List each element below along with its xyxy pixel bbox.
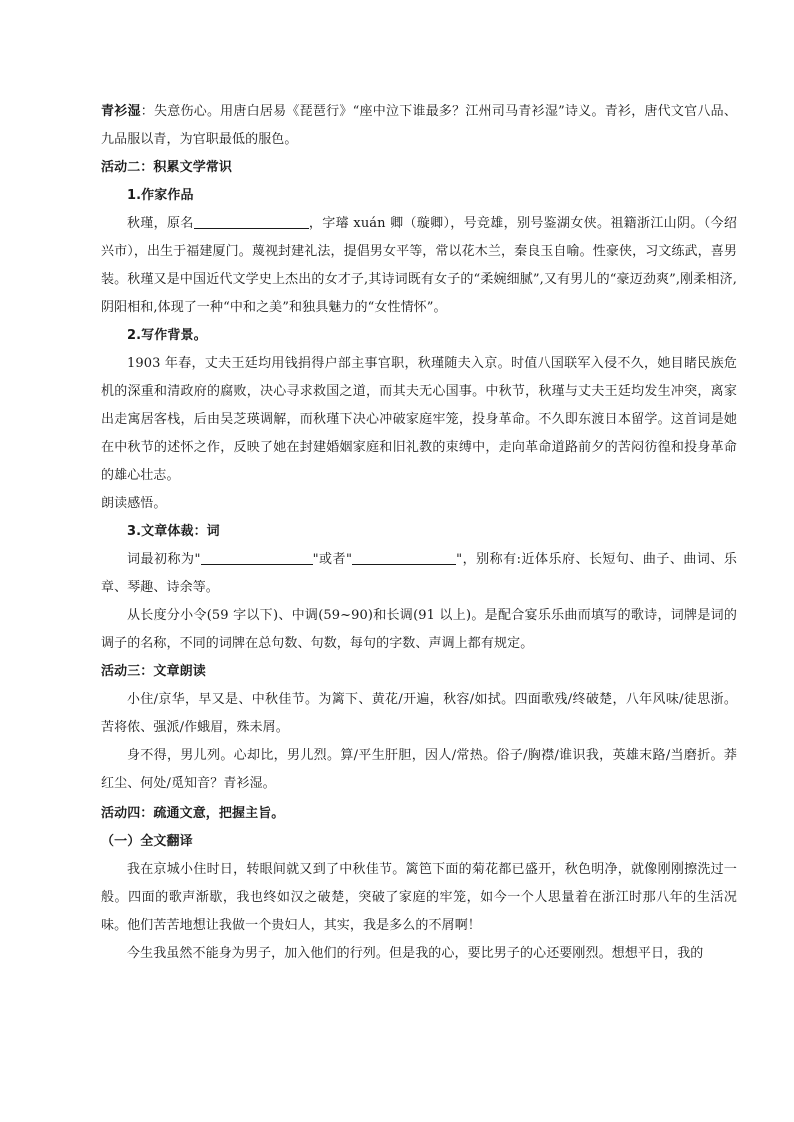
- s1-text-after: ，字璿 xuán 卿（璇卿），号竞雄，别号鉴湖女侠。祖籍浙江山阴。（今绍兴市），出生于福建厦门。蔑视封建礼法，提倡男女平等，常以花木兰，秦良玉自喻。性豪侠，习文练武，喜男装。秋瑾又是中国近代文学史上杰出的女才子,其诗词既有女子的“柔婉细腻”,又有男儿的“豪迈劲爽”,刚柔相济,阴阳相和,体现了一种“中和之美”和独具魅力的“女性情怀”。: [101, 216, 737, 315]
- translation-paragraph-1: 我在京城小住时日，转眼间就又到了中秋佳节。篱笆下面的菊花都已盛开，秋色明净，就像刚刚擦洗过一般。四面的歌声渐歇，我也终如汉之破楚，突破了家庭的牢笼，如今一个人思量着在浙江时那八年的生活况味。他们苦苦地想让我做一个贵妇人，其实，我是多么的不屑啊！: [101, 862, 737, 933]
- translation-paragraph-2: 今生我虽然不能身为男子，加入他们的行列。但是我的心，要比男子的心还要刚烈。想想平日，我的: [127, 946, 704, 961]
- s2-heading: 2.写作背景。: [127, 328, 207, 343]
- s3-text-b: "或者": [312, 552, 353, 567]
- poem-stanza-1: 小住/京华，早又是、中秋佳节。为篱下、黄花/开遍，秋容/如拭。四面歌残/终破楚，八年风味/徒思浙。苦将侬、强派/作蛾眉，殊未屑。: [101, 692, 737, 735]
- fill-blank-ci-name-1[interactable]: [201, 550, 313, 565]
- s1-text-before: 秋瑾，原名: [127, 216, 194, 231]
- page-content: [101, 98, 737, 968]
- intro-text: ：失意伤心。用唐白居易《琵琶行》“座中泣下谁最多？江州司马青衫湿”诗义。青衫，唐代文官八品、九品服以青，为官职最低的服色。: [101, 104, 737, 147]
- s3-text-c: "，别称有:近体乐府、长短句、曲子、曲词、乐章、琴趣、诗余等。: [101, 552, 738, 595]
- s3-paragraph-1: [101, 546, 737, 602]
- activity4-heading: 活动四：疏通文意，把握主旨。: [101, 806, 285, 821]
- s3-heading: 3.文章体裁：词: [127, 524, 220, 539]
- activity3-heading: 活动三：文章朗读: [101, 664, 206, 679]
- fill-blank-ci-name-2[interactable]: [352, 550, 456, 565]
- s1-heading: 1.作家作品: [127, 188, 194, 203]
- poem-stanza-2: 身不得，男儿列。心却比，男儿烈。算/平生肝胆，因人/常热。俗子/胸襟/谁识我，英雄末路/当磨折。莽红尘、何处/觅知音？青衫湿。: [101, 748, 737, 791]
- read-note: 朗读感悟。: [101, 496, 167, 511]
- s3-text-a: 词最初称为": [127, 552, 201, 567]
- intro-term: 青衫湿: [101, 104, 141, 119]
- fill-blank-original-name[interactable]: [194, 214, 309, 229]
- s3-paragraph-2: 从长度分小令(59 字以下)、中调(59~90)和长调(91 以上)。是配合宴乐乐曲而填写的歌诗，词牌是词的调子的名称，不同的词牌在总句数、句数，每句的字数、声调上都有规定。: [101, 608, 737, 651]
- activity2-heading: 活动二：积累文学常识: [101, 160, 233, 175]
- s2-paragraph: 1903 年春，丈夫王廷均用钱捐得户部主事官职，秋瑾随夫入京。时值八国联军入侵不久，她目睹民族危机的深重和清政府的腐败，决心寻求救国之道，而其夫无心国事。中秋节，秋瑾与丈夫王廷均发生冲突，离家出走寓居客栈，后由吴芝瑛调解，而秋瑾下决心冲破家庭牢笼，投身革命。不久即东渡日本留学。这首词是她在中秋节的述怀之作，反映了她在封建婚姻家庭和旧礼教的束缚中，走向革命道路前夕的苦闷彷徨和投身革命的雄心壮志。: [101, 356, 737, 483]
- intro-paragraph: [101, 98, 737, 154]
- activity4-subheading: （一）全文翻译: [101, 834, 193, 849]
- s1-paragraph: [101, 210, 737, 322]
